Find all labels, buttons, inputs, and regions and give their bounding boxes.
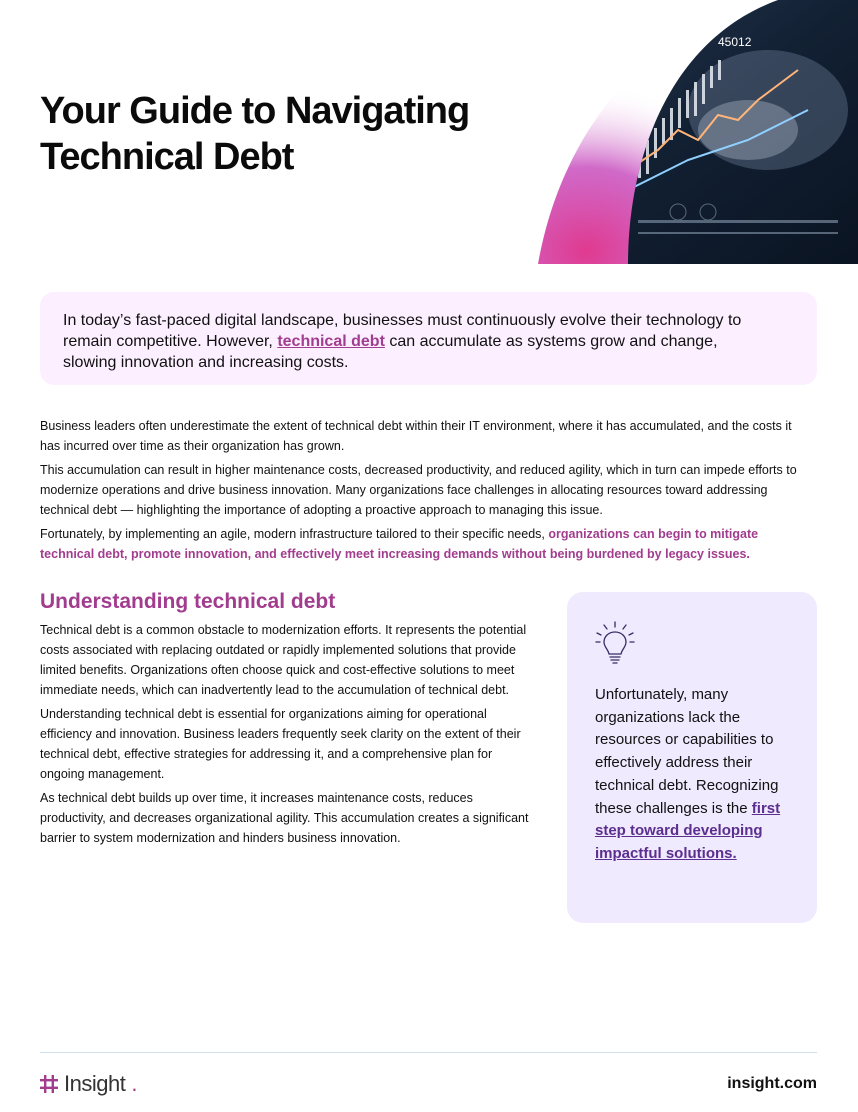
body-paragraph-1: Business leaders often underestimate the extent of technical debt within their IT environment, where it has accumulated, and the costs it has incurred over time as their organization has grown. <box>40 419 792 453</box>
section-paragraph-2: Understanding technical debt is essential for organizations aiming for operational efficiency and innovation. Business leaders frequently seek clarity on the extent of their technical debt, effective strategies for addressing it, and a comprehensive plan for ongoing management. <box>40 707 521 781</box>
body-paragraph-3-text: Fortunately, by implementing an agile, modern infrastructure tailored to their specific needs, <box>40 527 549 541</box>
sidebar-callout <box>567 592 817 923</box>
body-text <box>40 416 800 568</box>
body-paragraph-3-highlight: organizations can begin to mitigate technical debt, promote innovation, and effectively meet increasing demands without being burdened by legacy issues. <box>40 527 759 561</box>
footer-website[interactable]: insight.com <box>727 1075 817 1092</box>
technical-debt-link[interactable]: technical debt <box>277 333 385 350</box>
insight-logo <box>40 1070 137 1098</box>
intro-text-end: can accumulate as systems grow and change, slowing innovation and increasing costs. <box>63 333 718 371</box>
section-heading: Understanding technical debt <box>40 590 336 613</box>
financial-chart-illustration <box>518 0 858 264</box>
hero-image-number: 45012 <box>718 35 752 49</box>
section-body <box>40 620 535 852</box>
insight-logo-icon <box>40 1075 58 1093</box>
callout-text <box>595 684 793 866</box>
logo-dot: . <box>131 1071 138 1096</box>
body-paragraph-2: This accumulation can result in higher maintenance costs, decreased productivity, and reduced agility, which in turn can impede efforts to modernize operations and drive business innovation. Many organizations face challenges in allocating resources toward addressing technical debt — highlighting the importance of adopting a proactive approach to managing this issue. <box>40 463 797 517</box>
logo-wordmark: Insight <box>64 1071 126 1096</box>
page-title <box>40 88 510 180</box>
hero-image <box>518 0 858 264</box>
section-paragraph-1: Technical debt is a common obstacle to modernization efforts. It represents the potential costs associated with replacing outdated or rapidly implemented solutions that provide limited benefits. Organizations often choose quick and cost-effective solutions to meet immediate needs, which can inadvertently lead to the accumulation of technical debt. <box>40 623 527 697</box>
body-paragraph-3 <box>40 524 800 564</box>
footer-divider <box>40 1052 817 1053</box>
first-step-link[interactable]: first step toward developing impactful solutions. <box>595 799 781 862</box>
lightbulb-icon <box>595 620 635 668</box>
page-title-line-1: Your Guide to Navigating <box>40 90 470 132</box>
intro-text-start: In today’s fast-paced digital landscape, businesses must continuously evolve their technology to remain competitive. However, <box>63 312 742 350</box>
callout-body: Unfortunately, many organizations lack the resources or capabilities to effectively address their technical debt. Recognizing these challenges is the <box>595 686 779 817</box>
intro-callout <box>40 292 817 385</box>
page-title-line-2: Technical Debt <box>40 136 294 178</box>
section-paragraph-3: As technical debt builds up over time, it increases maintenance costs, reduces productivity, and decreases organizational agility. This accumulation creates a significant barrier to system modernization and hinders business innovation. <box>40 791 529 845</box>
